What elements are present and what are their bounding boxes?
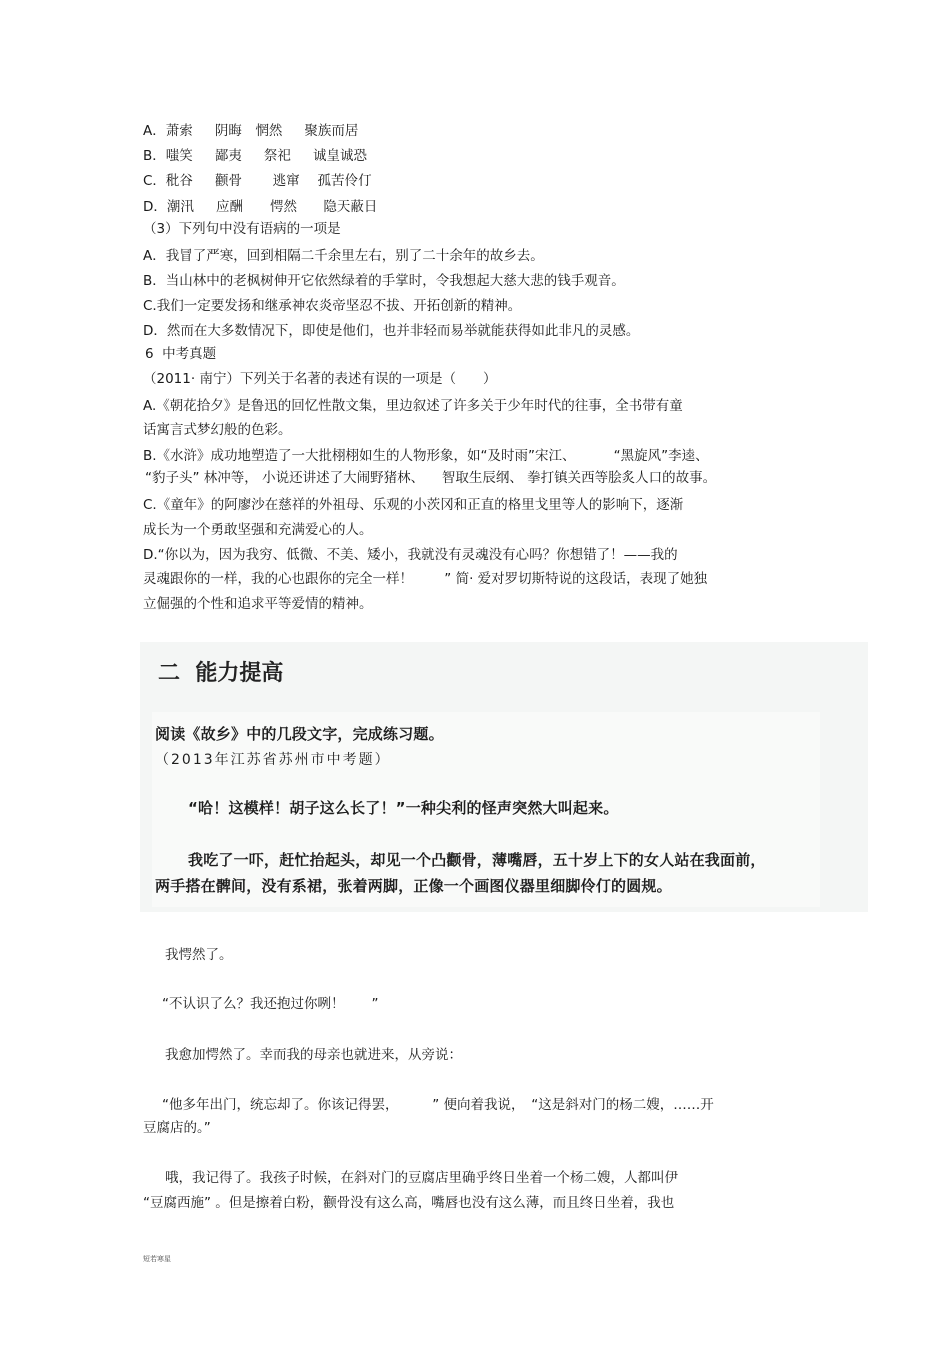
passage-line: 哦，我记得了。我孩子时候，在斜对门的豆腐店里确乎终日坐着一个杨二嫂，人都叫伊: [165, 1170, 678, 1186]
choice-line: A．我冒了严寒，回到相隔二千余里左右，别了二十余年的故乡去。: [143, 248, 544, 264]
choice-line: C．秕谷 颧骨 逃窜 孤苦伶仃: [143, 173, 372, 189]
choice-line: A.《朝花拾夕》是鲁迅的回忆性散文集，里边叙述了许多关于少年时代的往事，全书带有童: [143, 398, 683, 414]
section-title: 二 能力提高: [158, 661, 284, 686]
choice-line: D.“你以为，因为我穷、低微、不美、矮小，我就没有灵魂没有心吗？你想错了！——我的: [143, 547, 678, 563]
page-footer: 短若寒星: [143, 1255, 171, 1263]
choice-line: B.《水浒》成功地塑造了一大批栩栩如生的人物形象，如“及时雨”宋江、 “黑旋风”李逵、: [143, 448, 709, 464]
passage-line: 豆腐店的。”: [143, 1120, 211, 1136]
choice-line: B．嗤笑 鄙夷 祭祀 诚皇诚恐: [143, 148, 368, 164]
section-heading: 6 中考真题: [145, 346, 217, 362]
choice-line: 成长为一个勇敢坚强和充满爱心的人。: [143, 522, 373, 538]
paragraph-line: 两手搭在髀间，没有系裙，张着两脚，正像一个画图仪器里细脚伶仃的圆规。: [155, 877, 672, 895]
choice-line: 立倔强的个性和追求平等爱情的精神。: [143, 596, 373, 612]
choice-line: D．然而在大多数情况下，即使是他们，也并非轻而易举就能获得如此非凡的灵感。: [143, 323, 640, 339]
passage-line: “不认识了么？我还抱过你咧！ ”: [162, 996, 379, 1012]
choice-line: C.我们一定要发扬和继承神农炎帝坚忍不拔、开拓创新的精神。: [143, 298, 522, 314]
source-note: （2013年江苏省苏州市中考题）: [155, 752, 391, 768]
passage-line: 我愈加愕然了。幸而我的母亲也就进来，从旁说：: [165, 1047, 462, 1063]
choice-line: A．萧索 阴晦 惘然 聚族而居: [143, 123, 359, 139]
passage-line: “他多年出门，统忘却了。你该记得罢， ” 便向着我说， “这是斜对门的杨二嫂，……开: [162, 1097, 714, 1113]
choice-line: B．当山林中的老枫树伸开它依然绿着的手掌时，令我想起大慈大悲的钱手观音。: [143, 273, 625, 289]
choice-line: C.《童年》的阿廖沙在慈祥的外祖母、乐观的小茨冈和正直的格里戈里等人的影响下，逐渐: [143, 497, 684, 513]
question-stem: （2011· 南宁）下列关于名著的表述有误的一项是（ ）: [143, 371, 497, 387]
instruction-text: 阅读《故乡》中的几段文字，完成练习题。: [155, 725, 444, 743]
passage-line: 我愕然了。: [165, 947, 233, 963]
passage-line: “豆腐西施” 。但是擦着白粉，颧骨没有这么高，嘴唇也没有这么薄，而且终日坐着，我也: [143, 1195, 675, 1211]
choice-line: “豹子头” 林冲等， 小说还讲述了大闹野猪林、 智取生辰纲、 拳打镇关西等脍炙人口的故事。: [145, 470, 717, 486]
question-stem: （3）下列句中没有语病的一项是: [143, 221, 341, 237]
choice-line: 话寓言式梦幻般的色彩。: [143, 422, 292, 438]
choice-line: 灵魂跟你的一样，我的心也跟你的完全一样！ ” 简· 爱对罗切斯特说的这段话，表现了她独: [143, 571, 708, 587]
choice-line: D．潮汛 应酬 愕然 隐天蔽日: [143, 199, 378, 215]
paragraph-line: 我吃了一吓，赶忙抬起头，却见一个凸颧骨，薄嘴唇，五十岁上下的女人站在我面前，: [188, 851, 766, 869]
quote-line: “哈！这模样！胡子这么长了！”一种尖利的怪声突然大叫起来。: [188, 799, 619, 817]
